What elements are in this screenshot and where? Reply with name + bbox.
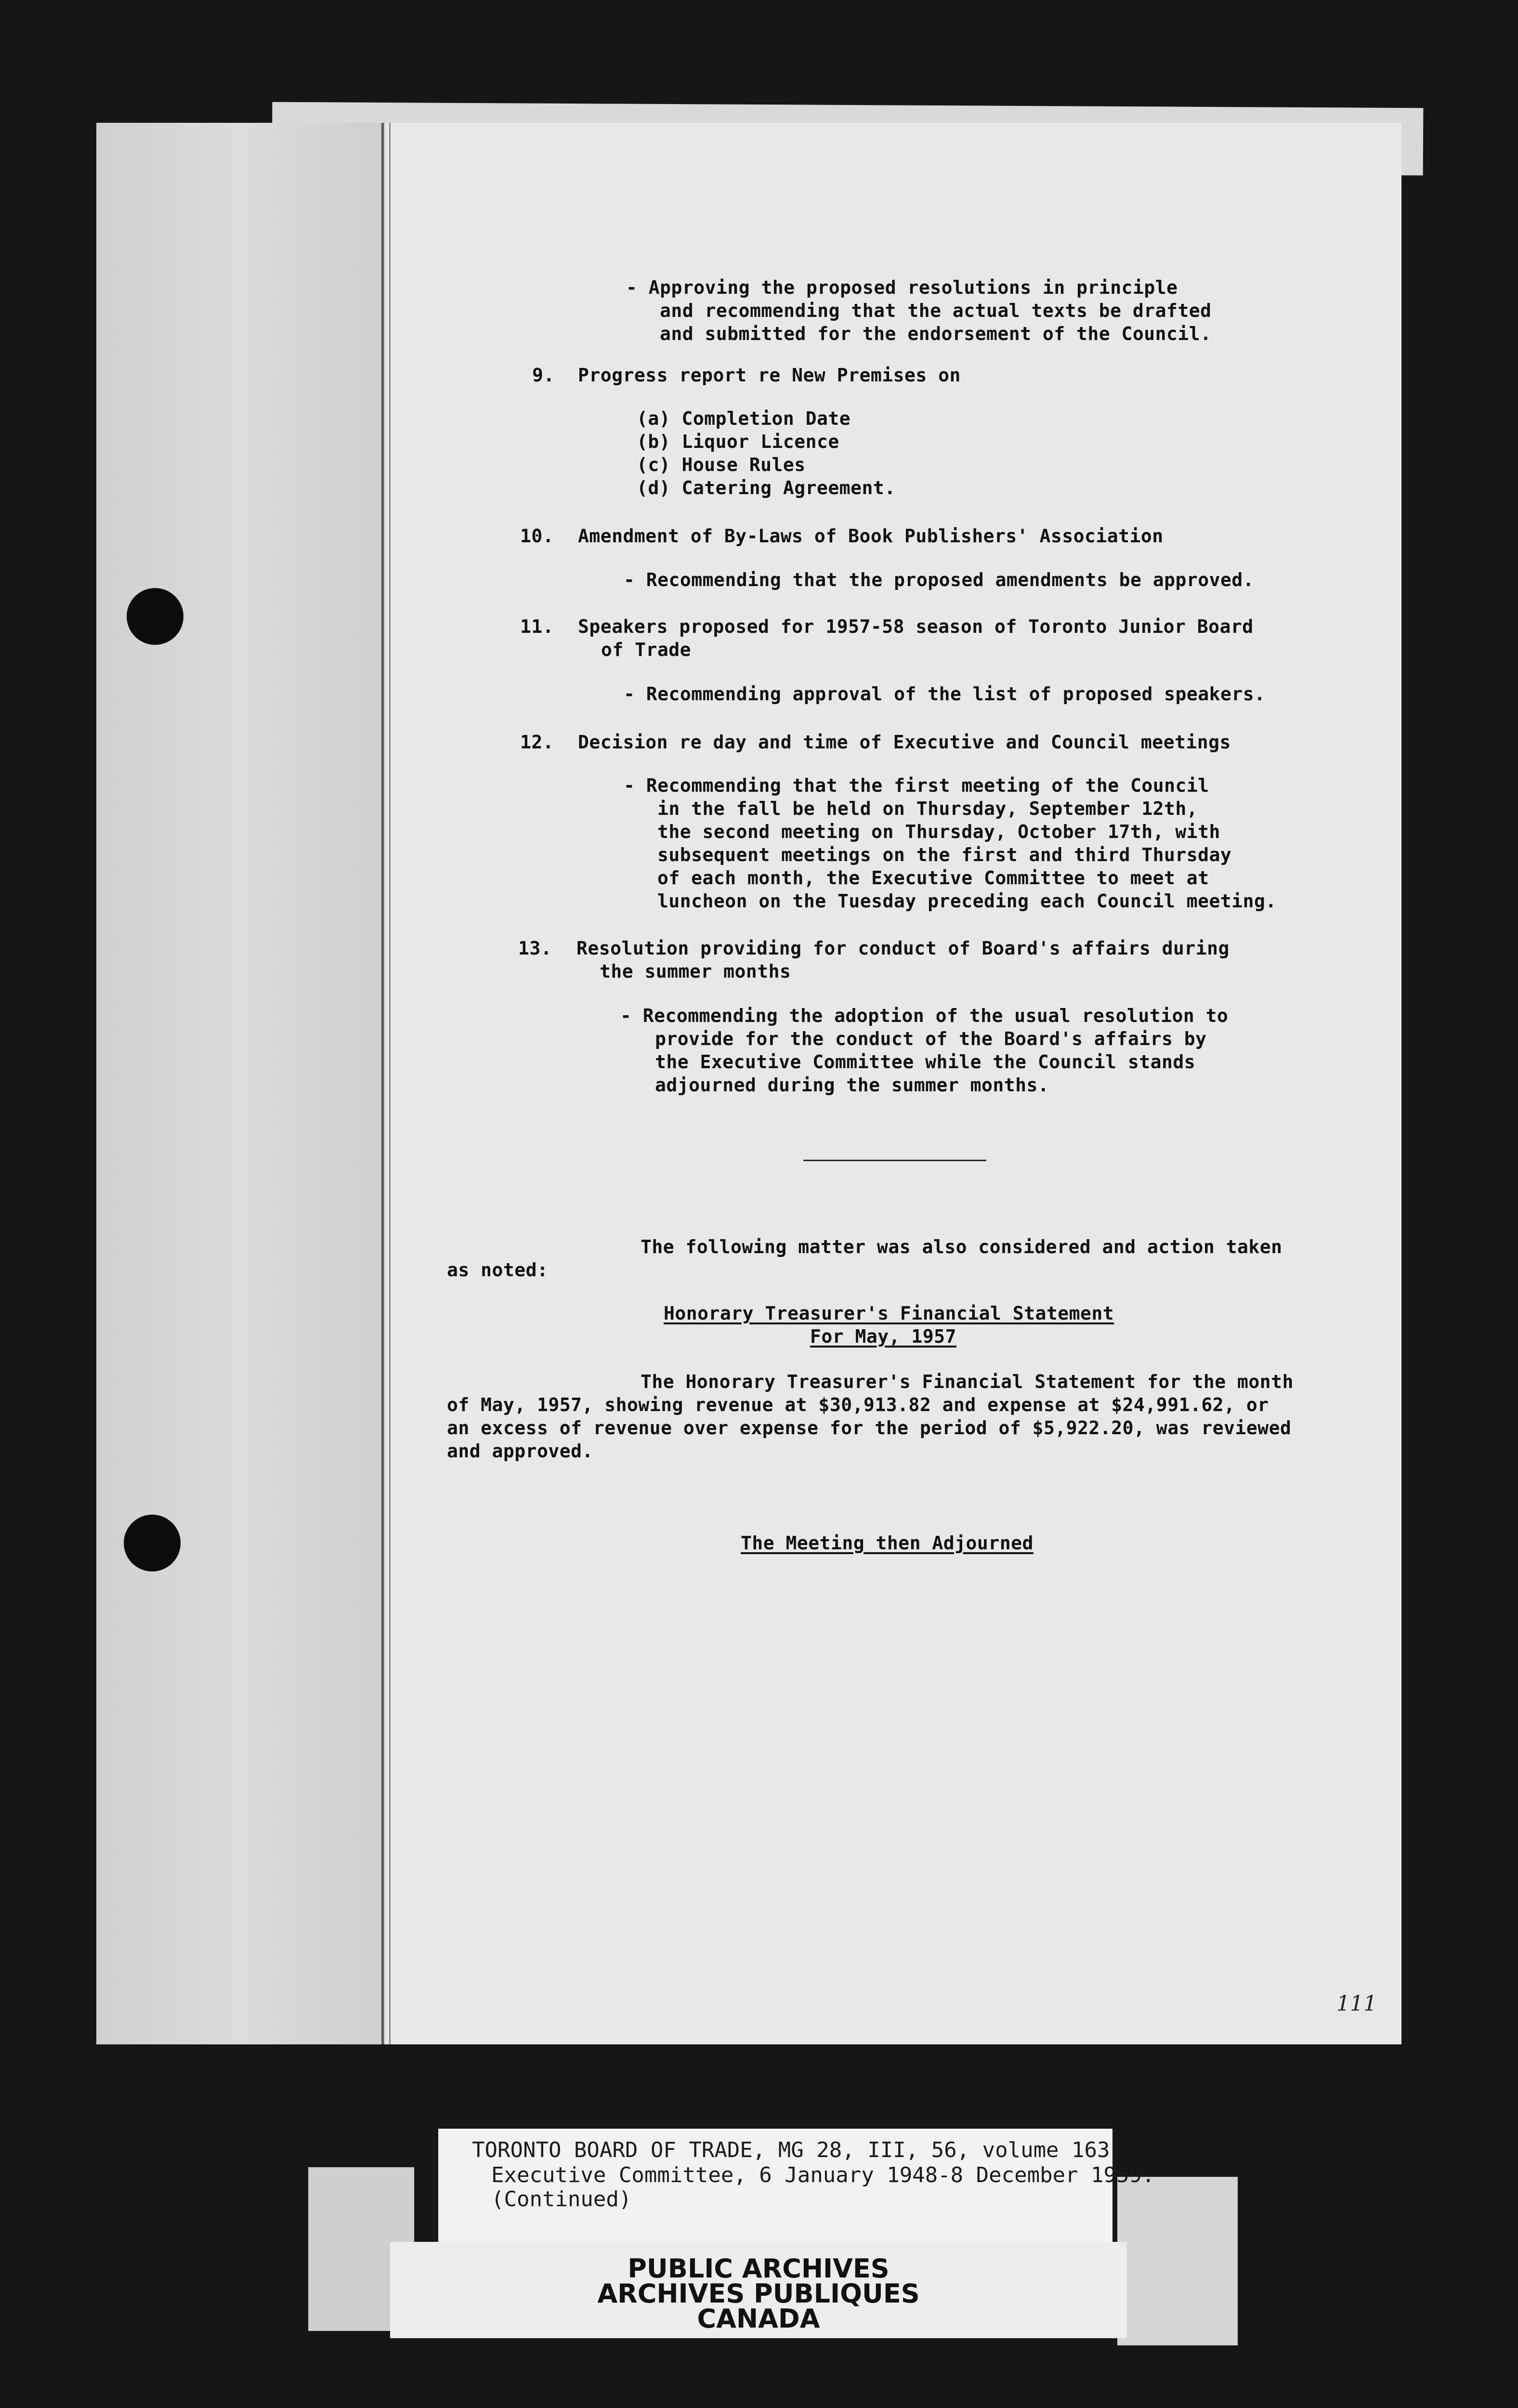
item-number: 13. bbox=[518, 938, 552, 959]
text-line: provide for the conduct of the Board's affairs by bbox=[655, 1028, 1207, 1049]
page-mark: 111 bbox=[1336, 1991, 1377, 2016]
text-line: of each month, the Executive Committee to meet at bbox=[657, 867, 1209, 889]
section-subheading: For May, 1957 bbox=[810, 1326, 956, 1347]
item-heading: Decision re day and time of Executive and Council meetings bbox=[578, 732, 1231, 753]
text-line: luncheon on the Tuesday preceding each Council meeting. bbox=[657, 890, 1277, 912]
stamp-line: ARCHIVES PUBLIQUES bbox=[597, 2278, 920, 2309]
text-line: (a) Completion Date bbox=[637, 408, 851, 429]
archive-label bbox=[438, 2129, 1155, 2249]
paragraph-line: The following matter was also considered and action taken bbox=[641, 1236, 1282, 1257]
text-line: - Recommending approval of the list of proposed speakers. bbox=[624, 683, 1266, 705]
stamp-line: CANADA bbox=[697, 2303, 820, 2334]
closing-heading: The Meeting then Adjourned bbox=[741, 1532, 1034, 1554]
item-number: 10. bbox=[520, 525, 554, 547]
text-line: - Recommending the adoption of the usual resolution to bbox=[620, 1005, 1229, 1026]
archives-stamp bbox=[390, 2242, 1127, 2338]
archive-label-line: TORONTO BOARD OF TRADE, MG 28, III, 56, volume 163. bbox=[472, 2138, 1123, 2162]
text-line: (c) House Rules bbox=[637, 454, 806, 475]
text-line: in the fall be held on Thursday, September 12th, bbox=[657, 798, 1198, 819]
text-line: - Recommending that the first meeting of the Council bbox=[624, 775, 1209, 796]
item-number: 9. bbox=[532, 365, 555, 386]
paragraph-line: and approved. bbox=[447, 1440, 593, 1462]
item-number: 11. bbox=[520, 616, 554, 637]
text-line: - Recommending that the proposed amendments be approved. bbox=[624, 569, 1255, 590]
text-line: the Executive Committee while the Council stands bbox=[655, 1051, 1196, 1073]
item-number: 12. bbox=[520, 732, 554, 753]
text-line: subsequent meetings on the first and third Thursday bbox=[657, 844, 1232, 865]
archive-label-line: (Continued) bbox=[491, 2187, 632, 2212]
text-line: the second meeting on Thursday, October 17th, with bbox=[657, 821, 1220, 842]
archive-label-line: Executive Committee, 6 January 1948-8 December 1959. bbox=[491, 2163, 1155, 2187]
text-line: - Approving the proposed resolutions in principle bbox=[626, 277, 1178, 298]
paragraph-line: The Honorary Treasurer's Financial Statement for the month bbox=[641, 1371, 1294, 1392]
section-heading: Honorary Treasurer's Financial Statement bbox=[664, 1303, 1114, 1324]
text-line: (b) Liquor Licence bbox=[637, 431, 839, 452]
document-page bbox=[96, 123, 1401, 2044]
stamp-line: PUBLIC ARCHIVES bbox=[628, 2253, 890, 2284]
item-heading: Progress report re New Premises on bbox=[578, 365, 961, 386]
text-line: and recommending that the actual texts be drafted bbox=[660, 300, 1212, 321]
item-heading: Resolution providing for conduct of Board's affairs during bbox=[576, 938, 1230, 959]
section-divider bbox=[803, 1160, 986, 1161]
item-heading: Speakers proposed for 1957-58 season of Toronto Junior Board bbox=[578, 616, 1254, 637]
text-line: the summer months bbox=[600, 961, 791, 982]
label-mount-right bbox=[1117, 2177, 1238, 2345]
paragraph-line: an excess of revenue over expense for the period of $5,922.20, was reviewed bbox=[447, 1417, 1292, 1439]
document-body bbox=[96, 123, 1401, 2044]
text-line: adjourned during the summer months. bbox=[655, 1074, 1049, 1096]
text-line: of Trade bbox=[601, 639, 692, 660]
text-line: and submitted for the endorsement of the Council. bbox=[660, 323, 1212, 344]
paragraph-line: of May, 1957, showing revenue at $30,913.82 and expense at $24,991.62, or bbox=[447, 1394, 1269, 1415]
text-line: (d) Catering Agreement. bbox=[637, 477, 896, 498]
paragraph-line: as noted: bbox=[447, 1259, 549, 1281]
item-heading: Amendment of By-Laws of Book Publishers' Association bbox=[578, 525, 1164, 547]
